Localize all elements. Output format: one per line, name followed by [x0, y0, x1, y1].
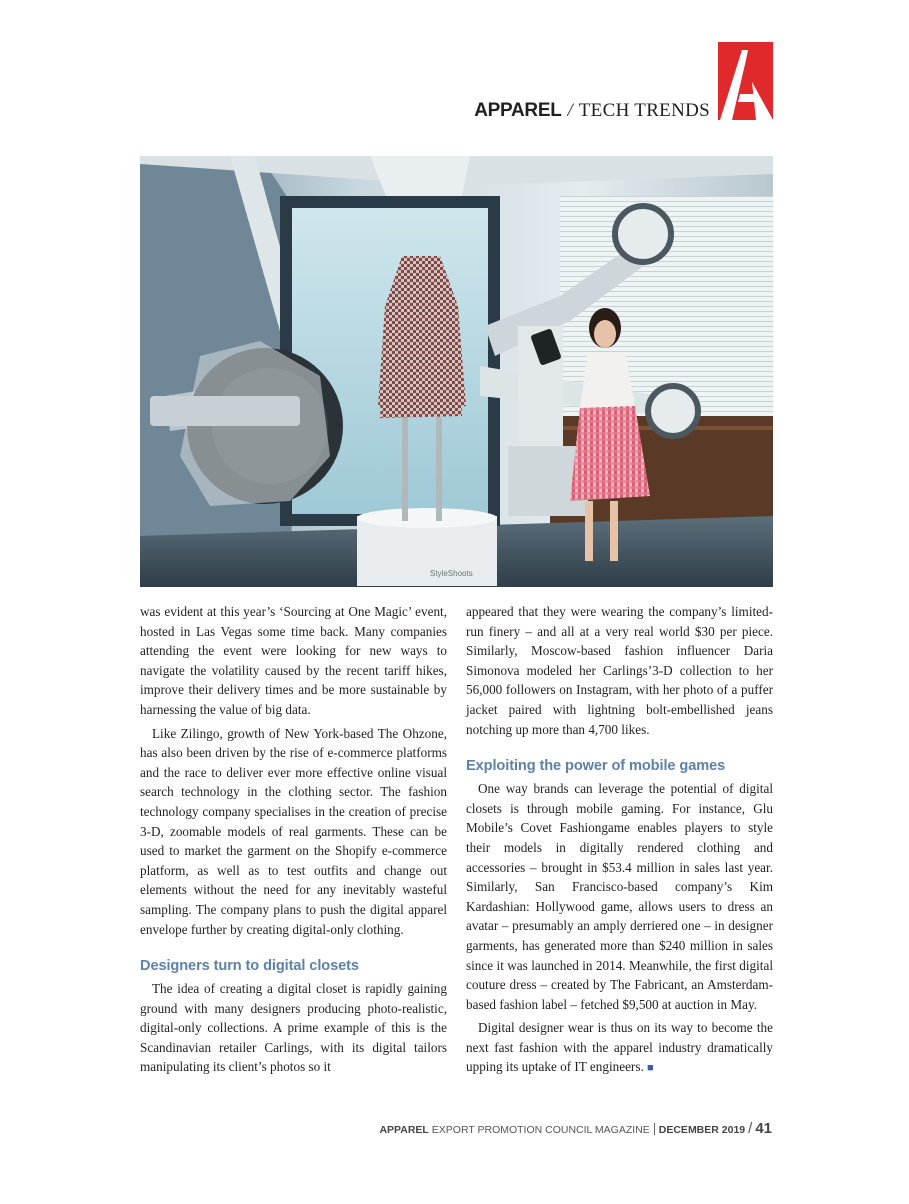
left-paragraph-3: The idea of creating a digital closet is rapidly gaining ground with many designers producing photo-realistic, digital-only collections. A prime example of this is the Scandinavian retailer Carlings, with its digital tailors manipulating its client’s photos so it — [140, 981, 447, 1075]
left-column — [140, 602, 447, 1081]
magazine-logo — [718, 42, 773, 120]
page-footer — [379, 1120, 772, 1137]
photo-brand-mark: StyleShoots — [430, 569, 473, 578]
subheading-digital-closets: Designers turn to digital closets — [140, 958, 359, 975]
section-title: APPAREL — [474, 100, 562, 121]
header-separator: / — [567, 100, 573, 121]
footer-brand: APPAREL — [379, 1124, 429, 1136]
right-paragraph-3 — [466, 1018, 773, 1079]
end-mark-icon: ■ — [647, 1062, 654, 1075]
left-paragraph-2: Like Zilingo, growth of New York-based The Ohzone, has also been driven by the rise of e-commerce platforms and the race to deliver ever more effective online visual search technology in the clothing sector. The fashion technology company specialises in the creation of precise 3-D, zoomable models of real garments. These can be used to market the garment on the Shopify e-commerce platform, as well as to test outfits and change out elements without the need for any inevitably wasteful sampling. The company plans to push the digital apparel envelope further by creating digital-only clothing. — [140, 725, 447, 937]
subsection-title: TECH TRENDS — [578, 100, 710, 121]
subheading-mobile-games: Exploiting the power of mobile games — [466, 758, 726, 775]
article-photo — [140, 156, 773, 587]
page-number: 41 — [755, 1120, 772, 1137]
closing-text: Digital designer wear is thus on its way to become the next fast fashion with the apparel industry dramatically upping its uptake of IT engineers. — [466, 1020, 773, 1075]
right-column — [466, 602, 773, 1083]
right-paragraph-1: appeared that they were wearing the company’s limited-run finery – and all at a very real world $30 per piece. Similarly, Moscow-based fashion influencer Daria Simonova modeled her Carlings’3-D collection to her 56,000 followers on Instagram, with her photo of a puffer jacket paired with lightning bolt-embellished jeans notching up more than 4,700 likes. — [466, 604, 773, 737]
left-paragraph-1: was evident at this year’s ‘Sourcing at One Magic’ event, hosted in Las Vegas some time back. Many companies attending the event were looking for new ways to navigate the volatility caused by the recent tariff hikes, improve their delivery times and be more sustainable by harnessing the value of big data. — [140, 604, 447, 717]
footer-issue: DECEMBER 2019 — [658, 1124, 746, 1136]
footer-magazine: EXPORT PROMOTION COUNCIL MAGAZINE — [431, 1124, 650, 1136]
section-header — [474, 100, 710, 122]
footer-divider — [654, 1123, 655, 1135]
right-paragraph-2: One way brands can leverage the potential of digital closets is through mobile gaming. For instance, Glu Mobile’s Covet Fashiongame enables players to style their models in digitally rendered clothing and accessories – brought in $53.4 million in sales last year. Similarly, San Francisco-based company’s Kim Kardashian: Hollywood game, allows users to dress an avatar – presumably an amply derriered one – in designer garments, has generated more than $240 million in sales since it was launched in 2014. Meanwhile, the first digital couture dress – created by The Fabricant, an Amsterdam-based fashion label – fetched $9,500 at auction in May. — [466, 781, 773, 1012]
footer-slash: / — [748, 1120, 753, 1137]
